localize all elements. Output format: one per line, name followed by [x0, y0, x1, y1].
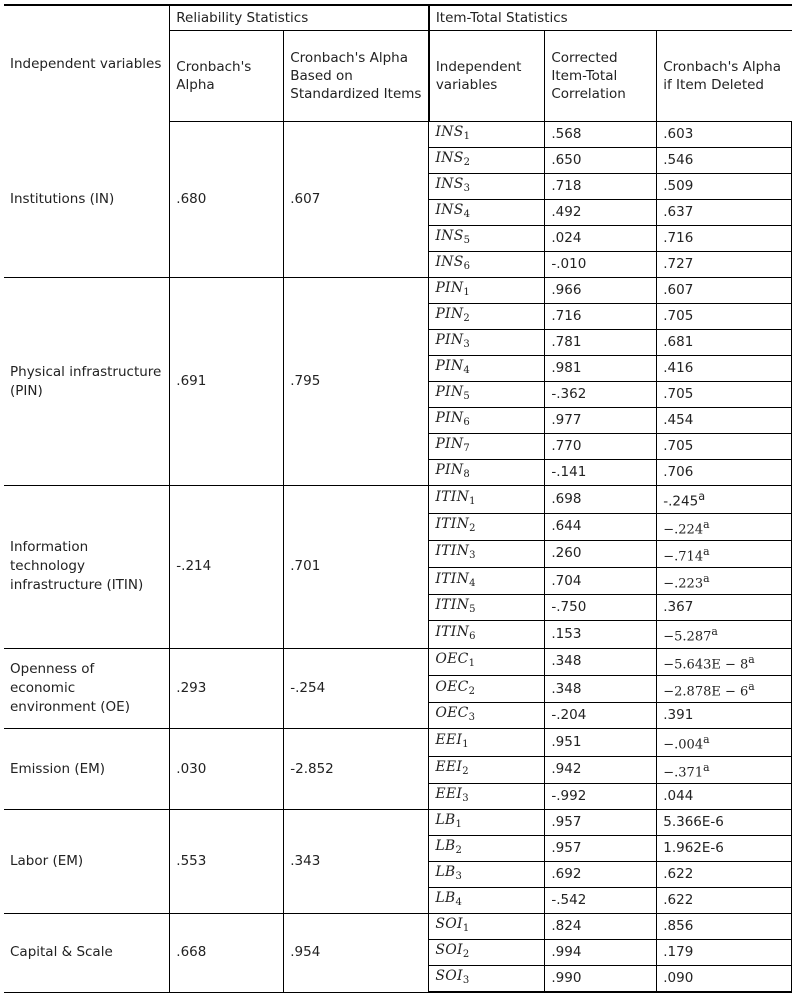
corrected-correlation-value: -.362 — [545, 382, 657, 408]
item-name — [429, 914, 545, 940]
cronbach-alpha-std-value: .954 — [284, 914, 429, 993]
item-base: EEI — [435, 786, 463, 803]
item-base: LB — [435, 812, 456, 829]
item-name — [429, 434, 545, 460]
alpha-if-deleted-number: 5.366E-6 — [663, 814, 724, 831]
item-base: INS — [435, 202, 464, 218]
alpha-if-deleted-value — [657, 330, 792, 356]
cronbach-alpha-value: .030 — [170, 729, 284, 810]
group-label: Information technology infrastructure (ITIN) — [4, 486, 170, 649]
cronbach-alpha-std-value: .607 — [284, 122, 429, 278]
item-name — [429, 200, 545, 226]
group-label: Emission (EM) — [4, 729, 170, 810]
item-base: OEC — [435, 705, 469, 722]
alpha-if-deleted-value — [657, 756, 792, 783]
item-subscript: 5 — [463, 391, 471, 402]
corrected-correlation-value: .951 — [545, 729, 657, 756]
footnote-marker: a — [703, 572, 710, 586]
alpha-if-deleted-value — [657, 304, 792, 330]
alpha-if-deleted-number: −.004 — [663, 737, 704, 753]
alpha-if-deleted-value — [657, 486, 792, 514]
alpha-if-deleted-value — [657, 729, 792, 756]
alpha-if-deleted-number: −.224 — [663, 521, 704, 537]
item-base: PIN — [435, 462, 464, 478]
alpha-if-deleted-number: 1.962E-6 — [663, 840, 724, 857]
item-subscript: 2 — [468, 685, 476, 697]
corrected-correlation-value: .348 — [545, 676, 657, 703]
item-base: OEC — [435, 651, 469, 668]
alpha-if-deleted-number: .454 — [663, 412, 694, 428]
item-subscript: 3 — [455, 871, 463, 883]
alpha-if-deleted-value — [657, 200, 792, 226]
item-name — [429, 756, 545, 783]
item-base: ITIN — [435, 488, 470, 505]
alpha-if-deleted-value — [657, 513, 792, 540]
corrected-correlation-value: .716 — [545, 304, 657, 330]
alpha-if-deleted-number: −.223 — [663, 576, 704, 592]
alpha-if-deleted-value — [657, 408, 792, 434]
item-base: ITIN — [435, 597, 470, 614]
alpha-if-deleted-value — [657, 460, 792, 486]
item-name — [429, 966, 545, 993]
item-base: SOI — [435, 968, 463, 985]
item-subscript: 1 — [462, 739, 469, 751]
item-name — [429, 226, 545, 252]
item-name — [429, 940, 545, 966]
item-subscript: 6 — [469, 631, 476, 643]
cronbach-alpha-std-value: -2.852 — [284, 729, 429, 810]
item-subscript: 1 — [455, 819, 463, 831]
group-label: Institutions (IN) — [4, 122, 170, 278]
corrected-correlation-value: -.204 — [545, 703, 657, 729]
alpha-if-deleted-value — [657, 382, 792, 408]
item-name — [429, 486, 545, 514]
corrected-correlation-value: -.992 — [545, 784, 657, 810]
corrected-correlation-value: .977 — [545, 408, 657, 434]
table-row — [4, 648, 792, 675]
item-name — [429, 784, 545, 810]
alpha-if-deleted-value — [657, 540, 792, 567]
item-subscript: 2 — [463, 313, 471, 324]
item-subscript: 2 — [455, 845, 463, 857]
cronbach-alpha-std-header: Cronbach's Alpha Based on Standardized Items — [284, 31, 429, 122]
alpha-if-deleted-value — [657, 703, 792, 729]
alpha-if-deleted-value — [657, 278, 792, 304]
footnote-marker: a — [703, 760, 710, 774]
alpha-if-deleted-value — [657, 174, 792, 200]
item-name — [429, 513, 545, 540]
corrected-correlation-value: .024 — [545, 226, 657, 252]
footnote-marker: a — [748, 680, 755, 694]
item-name — [429, 122, 545, 148]
item-base: OEC — [435, 678, 469, 695]
corrected-correlation-value: -.010 — [545, 252, 657, 278]
alpha-if-deleted-value — [657, 914, 792, 940]
item-name — [429, 382, 545, 408]
corrected-correlation-value: .492 — [545, 200, 657, 226]
item-subscript: 2 — [463, 157, 471, 168]
item-base: ITIN — [435, 570, 470, 587]
alpha-if-deleted-number: −2.878E − 6 — [663, 684, 749, 700]
item-name — [429, 810, 545, 836]
alpha-if-deleted-number: −.371 — [663, 765, 704, 781]
corrected-correlation-value: .153 — [545, 621, 657, 648]
alpha-if-deleted-value — [657, 836, 792, 862]
alpha-if-deleted-value — [657, 888, 792, 914]
alpha-if-deleted-value — [657, 122, 792, 148]
independent-variables-header: Independent variables — [4, 5, 170, 122]
alpha-if-deleted-number: .603 — [663, 126, 694, 142]
cronbach-alpha-std-value: .701 — [284, 486, 429, 649]
item-base: LB — [435, 864, 456, 881]
table-row — [4, 278, 792, 304]
item-subscript: 8 — [463, 469, 471, 480]
item-base: PIN — [435, 436, 464, 452]
item-subscript: 3 — [462, 975, 470, 987]
item-subscript: 3 — [463, 339, 471, 350]
reliability-table — [4, 4, 792, 993]
footnote-marker: a — [711, 625, 718, 639]
alpha-if-deleted-number: .705 — [663, 438, 694, 454]
item-name — [429, 148, 545, 174]
item-subscript: 1 — [468, 658, 476, 670]
alpha-if-deleted-number: .637 — [663, 204, 694, 220]
alpha-if-deleted-number: .607 — [663, 282, 694, 298]
item-subscript: 2 — [469, 523, 476, 535]
alpha-if-deleted-number: .546 — [663, 152, 694, 168]
corrected-correlation-value: .942 — [545, 756, 657, 783]
cronbach-alpha-header: Cronbach's Alpha — [170, 31, 284, 122]
alpha-if-deleted-number: −.714 — [663, 549, 704, 565]
item-name — [429, 621, 545, 648]
alpha-if-deleted-number: .727 — [663, 256, 694, 272]
cronbach-alpha-std-value: .343 — [284, 810, 429, 914]
item-name — [429, 356, 545, 382]
reliability-statistics-header: Reliability Statistics — [170, 5, 429, 31]
alpha-if-deleted-number: .622 — [663, 892, 694, 909]
alpha-if-deleted-number: .179 — [663, 944, 694, 961]
item-subscript: 1 — [463, 131, 471, 142]
alpha-if-deleted-number: .367 — [663, 599, 694, 616]
item-name — [429, 252, 545, 278]
corrected-correlation-value: .568 — [545, 122, 657, 148]
table-row — [4, 914, 792, 940]
group-label: Labor (EM) — [4, 810, 170, 914]
item-name — [429, 330, 545, 356]
item-name — [429, 648, 545, 675]
table-row — [4, 122, 792, 148]
item-base: PIN — [435, 280, 464, 296]
corrected-correlation-value: -.750 — [545, 595, 657, 621]
corrected-correlation-value: .981 — [545, 356, 657, 382]
footnote-marker: a — [748, 652, 755, 666]
corrected-correlation-value: .781 — [545, 330, 657, 356]
item-name — [429, 568, 545, 595]
item-subscript: 2 — [462, 949, 470, 961]
item-name — [429, 836, 545, 862]
alpha-if-deleted-number: .044 — [663, 788, 694, 805]
item-subscript: 2 — [462, 766, 469, 778]
cronbach-alpha-value: -.214 — [170, 486, 284, 649]
item-subscript: 4 — [455, 897, 463, 909]
item-subscript: 3 — [468, 712, 476, 724]
corrected-correlation-value: .698 — [545, 486, 657, 514]
item-base: PIN — [435, 358, 464, 374]
item-base: INS — [435, 150, 464, 166]
alpha-if-deleted-number: −5.287 — [663, 629, 712, 645]
table-row — [4, 729, 792, 756]
item-base: INS — [435, 228, 464, 244]
item-subscript: 1 — [469, 495, 476, 507]
alpha-if-deleted-number: .681 — [663, 334, 694, 350]
item-name — [429, 729, 545, 756]
item-subscript: 6 — [463, 417, 471, 428]
item-base: INS — [435, 176, 464, 192]
item-subscript: 5 — [469, 604, 476, 616]
item-name — [429, 278, 545, 304]
group-label: Capital & Scale — [4, 914, 170, 993]
alpha-if-deleted-value — [657, 226, 792, 252]
item-subscript: 4 — [463, 209, 471, 220]
corrected-correlation-value: .957 — [545, 836, 657, 862]
corrected-correlation-value: .650 — [545, 148, 657, 174]
table-body — [4, 122, 792, 993]
alpha-if-deleted-header: Cronbach's Alpha if Item Deleted — [657, 31, 792, 122]
alpha-if-deleted-value — [657, 595, 792, 621]
alpha-if-deleted-value — [657, 862, 792, 888]
corrected-correlation-value: .348 — [545, 648, 657, 675]
alpha-if-deleted-number: .705 — [663, 308, 694, 324]
alpha-if-deleted-number: -.245 — [663, 493, 699, 510]
alpha-if-deleted-value — [657, 252, 792, 278]
alpha-if-deleted-value — [657, 434, 792, 460]
cronbach-alpha-std-value: -.254 — [284, 648, 429, 729]
footnote-marker: a — [698, 490, 706, 503]
item-base: PIN — [435, 306, 464, 322]
alpha-if-deleted-number: −5.643E − 8 — [663, 657, 749, 673]
item-base: ITIN — [435, 624, 470, 641]
corrected-correlation-value: .966 — [545, 278, 657, 304]
item-name — [429, 460, 545, 486]
corrected-correlation-value: .704 — [545, 568, 657, 595]
item-base: PIN — [435, 332, 464, 348]
cronbach-alpha-value: .293 — [170, 648, 284, 729]
alpha-if-deleted-value — [657, 966, 792, 993]
item-name — [429, 540, 545, 567]
item-subscript: 4 — [463, 365, 471, 376]
footnote-marker: a — [703, 517, 710, 531]
footnote-marker: a — [703, 733, 710, 747]
table-row — [4, 486, 792, 514]
table-row — [4, 810, 792, 836]
item-base: PIN — [435, 410, 464, 426]
cronbach-alpha-value: .668 — [170, 914, 284, 993]
corrected-correlation-value: .260 — [545, 540, 657, 567]
item-name — [429, 862, 545, 888]
item-name — [429, 304, 545, 330]
item-base: EEI — [435, 759, 463, 776]
alpha-if-deleted-number: .706 — [663, 464, 694, 480]
item-name — [429, 174, 545, 200]
item-name — [429, 595, 545, 621]
alpha-if-deleted-value — [657, 621, 792, 648]
corrected-correlation-value: .994 — [545, 940, 657, 966]
corrected-item-total-header: Corrected Item-Total Correlation — [545, 31, 657, 122]
item-subscript: 6 — [463, 261, 471, 272]
item-name — [429, 676, 545, 703]
alpha-if-deleted-value — [657, 940, 792, 966]
item-base: PIN — [435, 384, 464, 400]
alpha-if-deleted-value — [657, 148, 792, 174]
alpha-if-deleted-number: .622 — [663, 866, 694, 883]
alpha-if-deleted-value — [657, 810, 792, 836]
alpha-if-deleted-number: .509 — [663, 178, 694, 194]
item-subscript: 5 — [463, 235, 471, 246]
alpha-if-deleted-value — [657, 676, 792, 703]
item-subscript: 4 — [469, 577, 476, 589]
alpha-if-deleted-number: .090 — [663, 970, 694, 987]
corrected-correlation-value: -.141 — [545, 460, 657, 486]
item-base: LB — [435, 838, 456, 855]
cronbach-alpha-value: .553 — [170, 810, 284, 914]
cronbach-alpha-value: .680 — [170, 122, 284, 278]
alpha-if-deleted-value — [657, 356, 792, 382]
alpha-if-deleted-number: .391 — [663, 707, 694, 724]
item-total-statistics-header: Item-Total Statistics — [429, 5, 792, 31]
corrected-correlation-value: .692 — [545, 862, 657, 888]
item-base: ITIN — [435, 516, 470, 533]
alpha-if-deleted-number: .856 — [663, 918, 694, 935]
alpha-if-deleted-value — [657, 568, 792, 595]
item-base: INS — [435, 124, 464, 140]
independent-variables-subheader: Independent variables — [429, 31, 545, 122]
item-subscript: 3 — [463, 183, 471, 194]
corrected-correlation-value: .770 — [545, 434, 657, 460]
corrected-correlation-value: .718 — [545, 174, 657, 200]
item-base: LB — [435, 890, 456, 907]
item-subscript: 3 — [462, 793, 469, 805]
item-name — [429, 703, 545, 729]
item-subscript: 1 — [463, 287, 471, 298]
corrected-correlation-value: .957 — [545, 810, 657, 836]
item-subscript: 7 — [463, 443, 471, 454]
alpha-if-deleted-number: .716 — [663, 230, 694, 246]
corrected-correlation-value: -.542 — [545, 888, 657, 914]
corrected-correlation-value: .990 — [545, 966, 657, 993]
corrected-correlation-value: .824 — [545, 914, 657, 940]
alpha-if-deleted-value — [657, 648, 792, 675]
group-label: Openness of economic environment (OE) — [4, 648, 170, 729]
alpha-if-deleted-value — [657, 784, 792, 810]
item-subscript: 3 — [469, 550, 476, 562]
item-subscript: 1 — [462, 923, 470, 935]
item-name — [429, 408, 545, 434]
item-base: INS — [435, 254, 464, 270]
item-base: EEI — [435, 732, 463, 749]
item-base: SOI — [435, 942, 463, 959]
cronbach-alpha-std-value: .795 — [284, 278, 429, 486]
item-base: SOI — [435, 916, 463, 933]
alpha-if-deleted-number: .416 — [663, 360, 694, 376]
group-label: Physical infrastructure (PIN) — [4, 278, 170, 486]
footnote-marker: a — [703, 544, 710, 558]
item-base: ITIN — [435, 543, 470, 560]
corrected-correlation-value: .644 — [545, 513, 657, 540]
alpha-if-deleted-number: .705 — [663, 386, 694, 402]
item-name — [429, 888, 545, 914]
cronbach-alpha-value: .691 — [170, 278, 284, 486]
